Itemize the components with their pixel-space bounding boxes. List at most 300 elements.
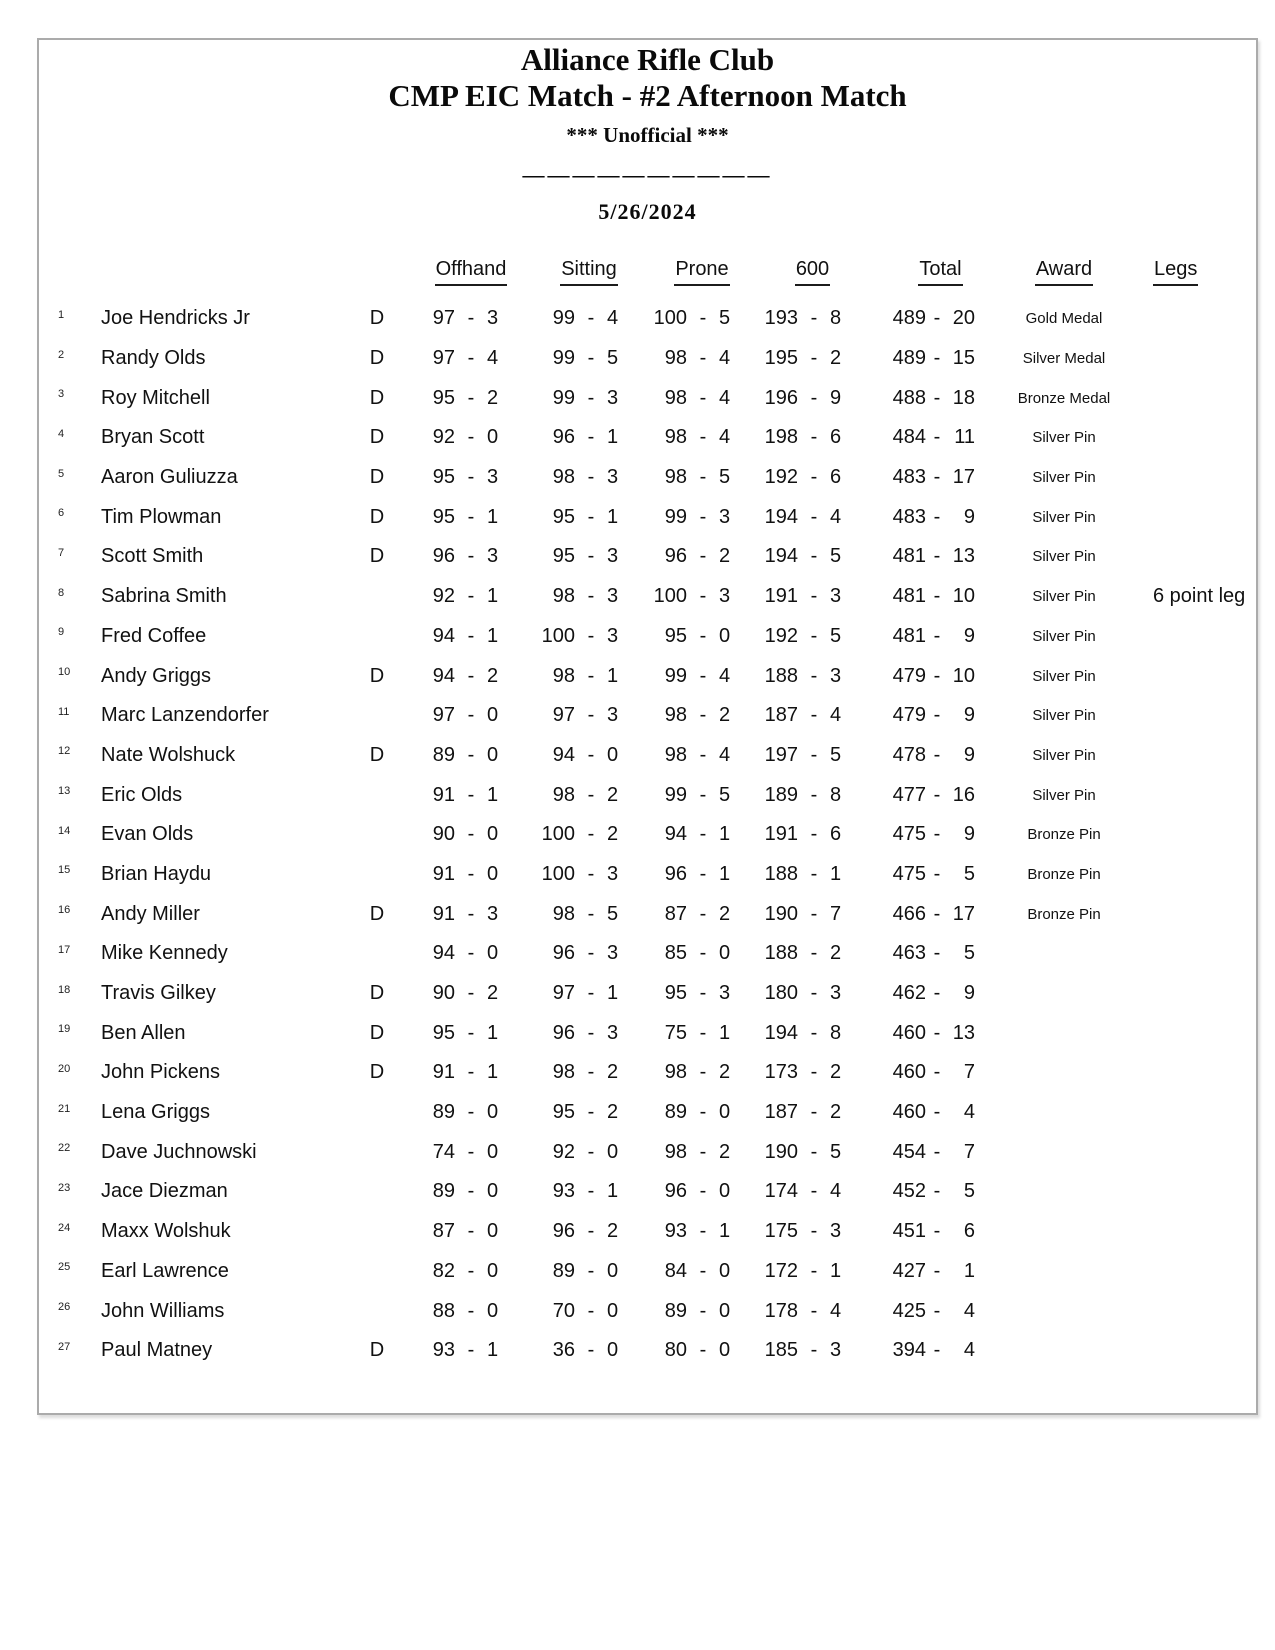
competitor-name: Dave Juchnowski	[101, 1140, 257, 1163]
total-score	[860, 347, 975, 370]
sitting-score	[517, 903, 637, 926]
rank-number: 24	[58, 1221, 71, 1234]
sitting-x-count: 0	[607, 1140, 619, 1163]
offhand-value: 93	[432, 1339, 455, 1362]
total-score	[860, 506, 975, 529]
total-score	[860, 1300, 975, 1323]
total-score	[860, 307, 975, 330]
score-dash: -	[810, 902, 818, 925]
prone-x-count: 4	[719, 664, 731, 687]
table-row	[39, 1132, 1256, 1172]
offhand-value: 82	[432, 1259, 455, 1282]
total-value: 460	[892, 1101, 926, 1124]
score-dash: -	[699, 1220, 707, 1243]
sitting-score	[517, 744, 637, 767]
score-dash: -	[467, 505, 475, 528]
score-dash: -	[810, 307, 818, 330]
score-dash: -	[933, 386, 941, 409]
score-dash: -	[810, 1021, 818, 1044]
sitting-score	[517, 1101, 637, 1124]
offhand-x-count: 4	[487, 347, 499, 370]
600-value: 174	[764, 1180, 798, 1203]
score-dash: -	[810, 862, 818, 885]
offhand-value: 90	[432, 823, 455, 846]
prone-x-count: 3	[719, 505, 731, 528]
score-dash: -	[587, 1140, 595, 1163]
600-x-count: 1	[830, 862, 842, 885]
prone-x-count: 4	[719, 426, 731, 449]
prone-x-count: 1	[719, 823, 731, 846]
class-letter: D	[369, 307, 385, 330]
offhand-x-count: 1	[487, 783, 499, 806]
offhand-value: 91	[432, 783, 455, 806]
600-x-count: 4	[830, 1299, 842, 1322]
score-dash: -	[587, 1180, 595, 1203]
score-dash: -	[933, 1220, 941, 1243]
600-x-count: 5	[830, 624, 842, 647]
score-dash: -	[467, 942, 475, 965]
table-row	[39, 974, 1256, 1014]
rank-number: 15	[58, 864, 71, 877]
prone-value: 89	[664, 1101, 687, 1124]
total-value: 481	[892, 585, 926, 608]
sitting-score	[517, 1300, 637, 1323]
offhand-score	[409, 1141, 517, 1164]
prone-score	[637, 1220, 749, 1243]
score-dash: -	[467, 823, 475, 846]
table-row	[39, 1172, 1256, 1212]
total-x-count: 15	[952, 347, 975, 370]
prone-x-count: 5	[719, 783, 731, 806]
rank-number: 9	[58, 626, 65, 639]
score-dash: -	[587, 466, 595, 489]
total-value: 462	[892, 982, 926, 1005]
score-dash: -	[933, 1021, 941, 1044]
prone-x-count: 0	[719, 1339, 731, 1362]
prone-value: 99	[664, 664, 687, 687]
column-header-award: Award	[975, 258, 1153, 286]
prone-value: 98	[664, 347, 687, 370]
prone-value: 98	[664, 743, 687, 766]
score-dash: -	[933, 862, 941, 885]
score-dash: -	[699, 624, 707, 647]
600-score	[749, 1180, 860, 1203]
prone-x-count: 4	[719, 386, 731, 409]
score-dash: -	[933, 743, 941, 766]
sitting-value: 97	[552, 704, 575, 727]
sitting-x-count: 2	[607, 1220, 619, 1243]
offhand-score	[409, 1260, 517, 1283]
score-dash: -	[587, 664, 595, 687]
score-dash: -	[933, 466, 941, 489]
total-score	[860, 942, 975, 965]
offhand-value: 89	[432, 1180, 455, 1203]
score-dash: -	[467, 664, 475, 687]
600-score	[749, 1220, 860, 1243]
total-x-count: 9	[963, 743, 975, 766]
total-x-count: 10	[952, 585, 975, 608]
divider-line: ——————————	[522, 162, 773, 187]
total-value: 454	[892, 1140, 926, 1163]
offhand-value: 95	[432, 505, 455, 528]
sitting-value: 99	[552, 307, 575, 330]
score-dash: -	[810, 1339, 818, 1362]
rank-number: 27	[58, 1340, 71, 1353]
score-dash: -	[933, 1101, 941, 1124]
match-subtitle: CMP EIC Match - #2 Afternoon Match	[388, 78, 907, 113]
score-dash: -	[933, 1061, 941, 1084]
rank-number: 10	[58, 666, 71, 679]
score-dash: -	[810, 624, 818, 647]
sitting-x-count: 5	[607, 902, 619, 925]
column-header-sitting: Sitting	[529, 258, 649, 286]
600-value: 197	[764, 743, 798, 766]
competitor-name: John Pickens	[101, 1061, 220, 1084]
competitor-name: Mike Kennedy	[101, 942, 228, 965]
offhand-x-count: 1	[487, 1061, 499, 1084]
sitting-x-count: 3	[607, 545, 619, 568]
total-value: 475	[892, 823, 926, 846]
offhand-x-count: 1	[487, 1339, 499, 1362]
sitting-score	[517, 1061, 637, 1084]
score-dash: -	[699, 1021, 707, 1044]
score-dash: -	[810, 1220, 818, 1243]
match-date: 5/26/2024	[598, 199, 697, 224]
score-dash: -	[699, 1339, 707, 1362]
prone-x-count: 0	[719, 1259, 731, 1282]
offhand-score	[409, 1022, 517, 1045]
offhand-score	[409, 982, 517, 1005]
competitor-name: Tim Plowman	[101, 505, 222, 528]
award-label: Bronze Medal	[1017, 389, 1111, 407]
prone-score	[637, 863, 749, 886]
600-score	[749, 1339, 860, 1362]
score-dash: -	[467, 1101, 475, 1124]
score-dash: -	[810, 1140, 818, 1163]
600-score	[749, 545, 860, 568]
600-x-count: 2	[830, 1101, 842, 1124]
sitting-value: 96	[552, 1021, 575, 1044]
prone-score	[637, 1061, 749, 1084]
score-dash: -	[810, 466, 818, 489]
score-dash: -	[933, 982, 941, 1005]
table-row	[39, 537, 1256, 577]
prone-x-count: 4	[719, 347, 731, 370]
prone-score	[637, 625, 749, 648]
rank-number: 8	[58, 586, 65, 599]
600-score	[749, 942, 860, 965]
sitting-x-count: 1	[607, 426, 619, 449]
prone-value: 98	[664, 386, 687, 409]
award-label: Silver Pin	[1032, 429, 1096, 447]
offhand-value: 90	[432, 982, 455, 1005]
table-row	[39, 934, 1256, 974]
prone-x-count: 1	[719, 1021, 731, 1044]
score-dash: -	[587, 347, 595, 370]
600-x-count: 2	[830, 1061, 842, 1084]
600-x-count: 5	[830, 1140, 842, 1163]
prone-score	[637, 982, 749, 1005]
offhand-x-count: 0	[487, 1220, 499, 1243]
score-dash: -	[467, 1021, 475, 1044]
offhand-value: 97	[432, 704, 455, 727]
offhand-value: 95	[432, 1021, 455, 1044]
offhand-score	[409, 665, 517, 688]
600-x-count: 5	[830, 743, 842, 766]
rank-number: 20	[58, 1062, 71, 1075]
600-x-count: 3	[830, 982, 842, 1005]
offhand-x-count: 0	[487, 426, 499, 449]
score-dash: -	[810, 1299, 818, 1322]
600-x-count: 3	[830, 664, 842, 687]
prone-score	[637, 347, 749, 370]
offhand-value: 92	[432, 585, 455, 608]
score-dash: -	[467, 307, 475, 330]
prone-value: 84	[664, 1259, 687, 1282]
total-x-count: 6	[963, 1220, 975, 1243]
offhand-value: 97	[432, 347, 455, 370]
score-dash: -	[810, 664, 818, 687]
offhand-score	[409, 1220, 517, 1243]
sitting-value: 99	[552, 347, 575, 370]
award-label: Bronze Pin	[1027, 905, 1101, 923]
600-value: 194	[764, 1021, 798, 1044]
sitting-score	[517, 823, 637, 846]
sitting-score	[517, 942, 637, 965]
prone-x-count: 1	[719, 1220, 731, 1243]
class-letter: D	[369, 743, 385, 766]
offhand-x-count: 0	[487, 1140, 499, 1163]
total-value: 479	[892, 664, 926, 687]
sitting-x-count: 5	[607, 347, 619, 370]
score-dash: -	[810, 347, 818, 370]
total-x-count: 16	[952, 783, 975, 806]
total-value: 484	[892, 426, 926, 449]
prone-value: 98	[664, 466, 687, 489]
offhand-score	[409, 506, 517, 529]
score-dash: -	[933, 902, 941, 925]
score-dash: -	[699, 386, 707, 409]
total-score	[860, 426, 975, 449]
competitor-name: Fred Coffee	[101, 624, 207, 647]
offhand-value: 91	[432, 862, 455, 885]
competitor-name: Nate Wolshuck	[101, 743, 236, 766]
score-dash: -	[587, 505, 595, 528]
total-value: 460	[892, 1061, 926, 1084]
offhand-x-count: 3	[487, 902, 499, 925]
600-value: 180	[764, 982, 798, 1005]
600-score	[749, 823, 860, 846]
prone-score	[637, 784, 749, 807]
score-dash: -	[699, 823, 707, 846]
competitor-name: Scott Smith	[101, 545, 204, 568]
sitting-x-count: 3	[607, 942, 619, 965]
600-x-count: 2	[830, 942, 842, 965]
table-row	[39, 577, 1256, 617]
total-score	[860, 1061, 975, 1084]
600-value: 189	[764, 783, 798, 806]
table-row	[39, 1291, 1256, 1331]
score-dash: -	[810, 743, 818, 766]
prone-score	[637, 1141, 749, 1164]
score-dash: -	[810, 704, 818, 727]
total-value: 460	[892, 1021, 926, 1044]
prone-score	[637, 506, 749, 529]
offhand-x-count: 0	[487, 1101, 499, 1124]
total-x-count: 9	[963, 823, 975, 846]
600-value: 191	[764, 585, 798, 608]
total-value: 489	[892, 307, 926, 330]
award-label: Silver Pin	[1032, 746, 1096, 764]
rank-number: 19	[58, 1023, 71, 1036]
table-row	[39, 378, 1256, 418]
600-value: 194	[764, 545, 798, 568]
sitting-x-count: 0	[607, 1339, 619, 1362]
prone-value: 100	[653, 585, 687, 608]
class-letter: D	[369, 386, 385, 409]
total-score	[860, 1260, 975, 1283]
600-x-count: 4	[830, 505, 842, 528]
score-dash: -	[933, 704, 941, 727]
total-score	[860, 625, 975, 648]
column-header-prone: Prone	[646, 258, 758, 286]
600-score	[749, 665, 860, 688]
score-dash: -	[933, 505, 941, 528]
score-dash: -	[810, 545, 818, 568]
score-dash: -	[699, 783, 707, 806]
score-dash: -	[810, 1180, 818, 1203]
score-dash: -	[467, 1061, 475, 1084]
prone-x-count: 2	[719, 545, 731, 568]
total-x-count: 20	[952, 307, 975, 330]
sitting-value: 98	[552, 585, 575, 608]
score-dash: -	[467, 704, 475, 727]
600-value: 188	[764, 942, 798, 965]
rank-number: 22	[58, 1142, 71, 1155]
score-dash: -	[933, 1140, 941, 1163]
600-score	[749, 1061, 860, 1084]
prone-x-count: 0	[719, 942, 731, 965]
600-score	[749, 307, 860, 330]
total-score	[860, 387, 975, 410]
class-letter: D	[369, 347, 385, 370]
table-row	[39, 497, 1256, 537]
score-dash: -	[587, 307, 595, 330]
rank-number: 23	[58, 1181, 71, 1194]
offhand-score	[409, 1180, 517, 1203]
sitting-score	[517, 347, 637, 370]
score-dash: -	[699, 585, 707, 608]
sitting-score	[517, 585, 637, 608]
table-row	[39, 1252, 1256, 1292]
total-x-count: 17	[952, 902, 975, 925]
class-letter: D	[369, 664, 385, 687]
600-value: 198	[764, 426, 798, 449]
600-value: 196	[764, 386, 798, 409]
sitting-score	[517, 665, 637, 688]
total-score	[860, 1101, 975, 1124]
competitor-name: Andy Griggs	[101, 664, 212, 687]
sitting-x-count: 3	[607, 704, 619, 727]
offhand-score	[409, 625, 517, 648]
award-label: Silver Pin	[1032, 508, 1096, 526]
prone-value: 99	[664, 783, 687, 806]
offhand-x-count: 0	[487, 1259, 499, 1282]
score-dash: -	[699, 1299, 707, 1322]
score-dash: -	[467, 585, 475, 608]
sitting-score	[517, 1022, 637, 1045]
total-score	[860, 1180, 975, 1203]
sitting-value: 98	[552, 902, 575, 925]
total-x-count: 13	[952, 1021, 975, 1044]
prone-score	[637, 466, 749, 489]
competitor-name: John Williams	[101, 1299, 225, 1322]
600-score	[749, 387, 860, 410]
sitting-value: 36	[552, 1339, 575, 1362]
offhand-score	[409, 466, 517, 489]
score-dash: -	[699, 1140, 707, 1163]
competitor-name: Earl Lawrence	[101, 1259, 229, 1282]
offhand-x-count: 0	[487, 862, 499, 885]
sitting-value: 98	[552, 664, 575, 687]
total-score	[860, 903, 975, 926]
total-value: 394	[892, 1339, 926, 1362]
offhand-value: 95	[432, 466, 455, 489]
prone-value: 96	[664, 1180, 687, 1203]
score-dash: -	[587, 862, 595, 885]
sitting-score	[517, 784, 637, 807]
offhand-score	[409, 903, 517, 926]
score-dash: -	[810, 585, 818, 608]
total-score	[860, 1141, 975, 1164]
prone-x-count: 4	[719, 743, 731, 766]
award-label: Silver Pin	[1032, 707, 1096, 725]
prone-score	[637, 1180, 749, 1203]
total-score	[860, 1220, 975, 1243]
score-dash: -	[933, 624, 941, 647]
sitting-score	[517, 1220, 637, 1243]
total-score	[860, 585, 975, 608]
prone-score	[637, 823, 749, 846]
sitting-score	[517, 387, 637, 410]
competitor-name: Travis Gilkey	[101, 982, 216, 1005]
prone-x-count: 2	[719, 902, 731, 925]
score-dash: -	[699, 704, 707, 727]
600-value: 192	[764, 624, 798, 647]
offhand-x-count: 2	[487, 386, 499, 409]
offhand-score	[409, 784, 517, 807]
table-row	[39, 894, 1256, 934]
total-x-count: 11	[954, 426, 975, 449]
prone-x-count: 3	[719, 585, 731, 608]
class-letter: D	[369, 426, 385, 449]
total-score	[860, 466, 975, 489]
score-dash: -	[810, 505, 818, 528]
total-x-count: 10	[952, 664, 975, 687]
600-value: 172	[764, 1259, 798, 1282]
600-value: 173	[764, 1061, 798, 1084]
offhand-value: 89	[432, 1101, 455, 1124]
offhand-value: 87	[432, 1220, 455, 1243]
prone-x-count: 0	[719, 1180, 731, 1203]
score-dash: -	[587, 704, 595, 727]
offhand-score	[409, 307, 517, 330]
prone-score	[637, 903, 749, 926]
sitting-score	[517, 545, 637, 568]
prone-value: 85	[664, 942, 687, 965]
competitor-name: Eric Olds	[101, 783, 183, 806]
offhand-value: 74	[432, 1140, 455, 1163]
